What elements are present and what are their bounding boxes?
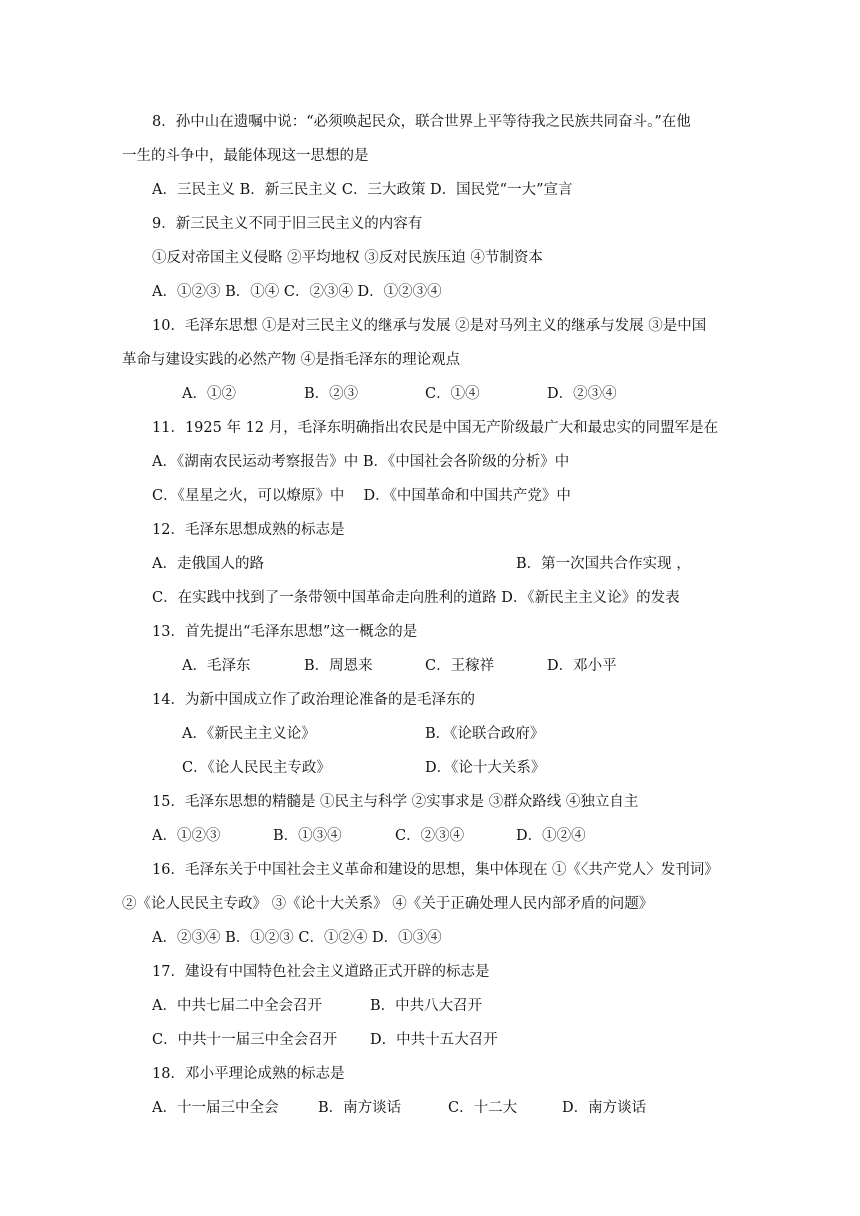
q12-option-b: B．第一次国共合作实现 ， bbox=[516, 556, 691, 572]
q14-option-b: B．《论联合政府》 bbox=[425, 726, 545, 742]
q10-stem-cont: 革命与建设实践的必然产物 ④是指毛泽东的理论观点 bbox=[122, 352, 461, 368]
q13-option-a: A．毛泽东 bbox=[182, 658, 251, 674]
q10-stem: 10．毛泽东思想 ①是对三民主义的继承与发展 ②是对马列主义的继承与发展 ③是中国 bbox=[152, 318, 707, 334]
q17-option-c: C．中共十一届三中全会召开 bbox=[152, 1032, 338, 1048]
q17-option-d: D．中共十五大召开 bbox=[370, 1032, 498, 1048]
q15-option-c: C．②③④ bbox=[395, 828, 465, 844]
q10-option-d: D．②③④ bbox=[547, 386, 617, 402]
q16-stem: 16．毛泽东关于中国社会主义革命和建设的思想，集中体现在 ①《〈共产党人〉发刊词》 bbox=[152, 862, 719, 878]
q13-option-b: B．周恩来 bbox=[304, 658, 373, 674]
q8-stem-cont: 一生的斗争中，最能体现这一思想的是 bbox=[122, 148, 369, 164]
q10-option-b: B．②③ bbox=[304, 386, 359, 402]
q11-stem: 11．1925 年 12 月，毛泽东明确指出农民是中国无产阶级最广大和最忠实的同盟军是在 bbox=[152, 420, 719, 436]
q18-option-b: B．南方谈话 bbox=[318, 1100, 402, 1116]
q12-stem: 12．毛泽东思想成熟的标志是 bbox=[152, 522, 345, 538]
q9-options: A．①②③ B．①④ C．②③④ D．①②③④ bbox=[152, 284, 442, 300]
q14-option-c: C．《论人民民主专政》 bbox=[182, 760, 331, 776]
q15-option-a: A．①②③ bbox=[152, 828, 221, 844]
q18-option-a: A．十一届三中全会 bbox=[152, 1100, 279, 1116]
q13-stem: 13．首先提出“毛泽东思想”这一概念的是 bbox=[152, 624, 418, 640]
q14-option-a: A．《新民主主义论》 bbox=[182, 726, 316, 742]
q10-option-c: C．①④ bbox=[425, 386, 480, 402]
q17-stem: 17．建设有中国特色社会主义道路正式开辟的标志是 bbox=[152, 964, 490, 980]
q8-stem: 8．孙中山在遗嘱中说：“必须唤起民众，联合世界上平等待我之民族共同奋斗。”在他 bbox=[152, 114, 691, 130]
q10-option-a: A．①② bbox=[182, 386, 236, 402]
q9-items: ①反对帝国主义侵略 ②平均地权 ③反对民族压迫 ④节制资本 bbox=[152, 250, 543, 266]
q17-option-a: A．中共七届二中全会召开 bbox=[152, 998, 322, 1014]
q18-option-d: D．南方谈话 bbox=[562, 1100, 647, 1116]
q14-stem: 14．为新中国成立作了政治理论准备的是毛泽东的 bbox=[152, 692, 475, 708]
q8-options: A．三民主义 B．新三民主义 C．三大政策 D．国民党“一大”宣言 bbox=[152, 182, 573, 198]
q11-options-cd: C．《星星之火，可以燎原》中 D．《中国革命和中国共产党》中 bbox=[152, 488, 571, 504]
q18-option-c: C．十二大 bbox=[448, 1100, 518, 1116]
q17-option-b: B．中共八大召开 bbox=[370, 998, 483, 1014]
q11-options-ab: A．《湖南农民运动考察报告》中 B．《中国社会各阶级的分析》中 bbox=[152, 454, 570, 470]
q14-option-d: D．《论十大关系》 bbox=[425, 760, 546, 776]
q15-stem: 15．毛泽东思想的精髓是 ①民主与科学 ②实事求是 ③群众路线 ④独立自主 bbox=[152, 794, 639, 810]
q18-stem: 18．邓小平理论成熟的标志是 bbox=[152, 1066, 345, 1082]
q15-option-b: B．①③④ bbox=[273, 828, 342, 844]
q13-option-c: C．王稼祥 bbox=[425, 658, 495, 674]
q16-stem-cont: ②《论人民民主专政》 ③《论十大关系》 ④《关于正确处理人民内部矛盾的问题》 bbox=[122, 896, 654, 912]
q9-stem: 9．新三民主义不同于旧三民主义的内容有 bbox=[152, 216, 423, 232]
q13-option-d: D．邓小平 bbox=[547, 658, 617, 674]
q16-options: A．②③④ B．①②③ C．①②④ D．①③④ bbox=[152, 930, 442, 946]
q15-option-d: D．①②④ bbox=[516, 828, 586, 844]
q12-option-a: A．走俄国人的路 bbox=[152, 556, 264, 572]
q12-options-cd: C．在实践中找到了一条带领中国革命走向胜利的道路 D．《新民主主义论》的发表 bbox=[152, 590, 680, 606]
